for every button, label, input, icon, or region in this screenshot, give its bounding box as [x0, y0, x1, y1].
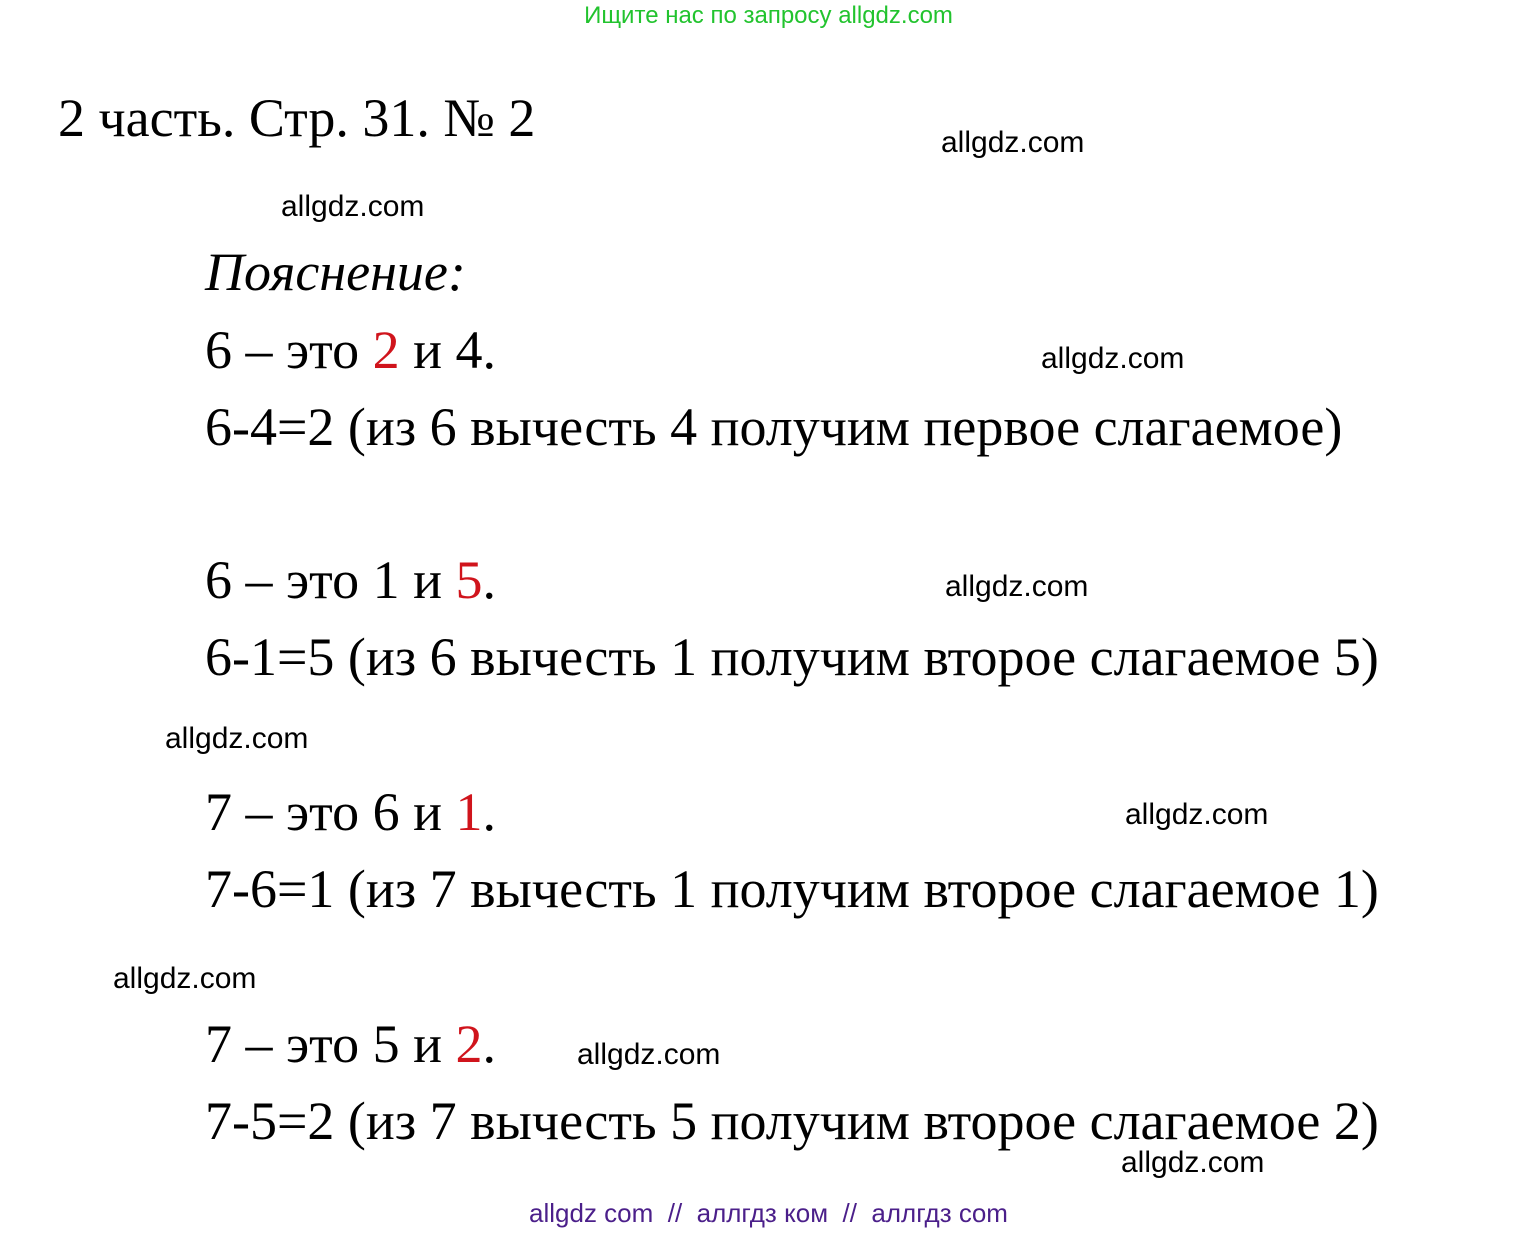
watermark: allgdz.com: [1121, 1146, 1265, 1179]
statement-text: .: [482, 1014, 496, 1074]
equation-line: 7-5=2 (из 7 вычесть 5 получим второе слагаемое 2): [205, 1091, 1379, 1151]
highlighted-number: 1: [455, 782, 483, 842]
highlighted-number: 2: [372, 320, 400, 380]
watermark: allgdz.com: [113, 962, 257, 995]
watermark: allgdz.com: [945, 570, 1089, 603]
statement-text: 7 – это 6 и: [205, 782, 456, 842]
page-title: 2 часть. Стр. 31. № 2: [58, 88, 536, 148]
statement-text: 6 – это: [205, 320, 373, 380]
statement-text: и 4.: [399, 320, 496, 380]
watermark: allgdz.com: [577, 1038, 721, 1071]
statement-line: [205, 318, 496, 382]
statement-text: .: [482, 550, 496, 610]
statement-line: [205, 780, 496, 844]
watermark: allgdz.com: [1125, 798, 1269, 831]
footer-links: allgdz com // аллгдз ком // аллгдз com: [529, 1198, 1008, 1228]
equation-line: 6-4=2 (из 6 вычесть 4 получим первое слагаемое): [205, 397, 1343, 457]
equation-line: 7-6=1 (из 7 вычесть 1 получим второе слагаемое 1): [205, 859, 1379, 919]
statement-text: 6 – это 1 и: [205, 550, 456, 610]
statement-text: .: [482, 782, 496, 842]
search-banner: Ищите нас по запросу allgdz.com: [584, 2, 953, 29]
highlighted-number: 5: [455, 550, 483, 610]
explanation-heading: Пояснение:: [205, 242, 466, 302]
statement-text: 7 – это 5 и: [205, 1014, 456, 1074]
statement-line: [205, 1012, 496, 1076]
watermark: allgdz.com: [281, 190, 425, 223]
watermark: allgdz.com: [1041, 342, 1185, 375]
watermark: allgdz.com: [165, 722, 309, 755]
statement-line: [205, 548, 496, 612]
highlighted-number: 2: [455, 1014, 483, 1074]
watermark: allgdz.com: [941, 126, 1085, 159]
equation-line: 6-1=5 (из 6 вычесть 1 получим второе слагаемое 5): [205, 627, 1379, 687]
